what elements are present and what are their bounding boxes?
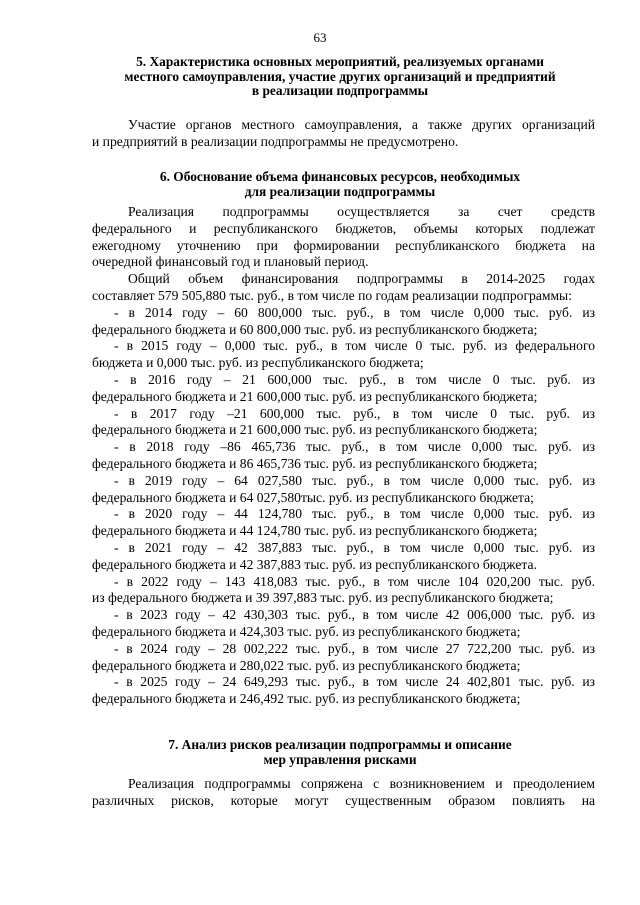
page-number: 63 <box>313 30 327 45</box>
text-line: Реализация подпрограммы осуществляется за счет средств <box>128 204 595 219</box>
list-item: - в 2014 году – 60 800,000 тыс. руб., в том числе 0,000 тыс. руб. из <box>114 304 595 320</box>
section-5-paragraph <box>92 117 595 151</box>
list-item-cont: федерального бюджета и 21 600,000 тыс. руб. из республиканского бюджета; <box>92 388 538 404</box>
section-5-title-line: в реализации подпрограммы <box>251 83 429 98</box>
list-item: - в 2018 году –86 465,736 тыс. руб., в том числе 0,000 тыс. руб. из <box>114 439 595 455</box>
text-line: Реализация подпрограммы сопряжена с возникновением и преодолением <box>128 776 595 791</box>
section-6-body <box>92 204 595 708</box>
list-item-cont: федерального бюджета и 280,022 тыс. руб. из республиканского бюджета; <box>92 657 521 673</box>
section-5-title-line: 5. Характеристика основных мероприятий, реализуемых органами <box>136 54 544 69</box>
list-item-cont: федерального бюджета и 86 465,736 тыс. руб. из республиканского бюджета; <box>92 455 538 471</box>
section-5-title <box>90 55 590 99</box>
text-line: составляет 579 505,880 тыс. руб., в том числе по годам реализации подпрограммы: <box>92 287 572 303</box>
list-item-cont: федерального бюджета и 64 027,580тыс. руб. из республиканского бюджета; <box>92 489 534 505</box>
section-7-title <box>90 738 590 767</box>
section-7-title-line: мер управления рисками <box>263 751 417 767</box>
list-item: - в 2024 году – 28 002,222 тыс. руб., в том числе 27 722,200 тыс. руб. из <box>114 640 595 656</box>
text-line: и предприятий в реализации подпрограммы не предусмотрено. <box>92 133 459 149</box>
list-item-cont: федерального бюджета и 424,303 тыс. руб. из республиканского бюджета; <box>92 623 521 639</box>
text-line: федерального и республиканского бюджетов, объемы которых подлежат <box>92 220 595 236</box>
list-item: - в 2015 году – 0,000 тыс. руб., в том числе 0 тыс. руб. из федерального <box>114 338 595 354</box>
list-item-cont: федерального бюджета и 44 124,780 тыс. руб. из республиканского бюджета; <box>92 523 538 539</box>
section-5-title-line: местного самоуправления, участие других организаций и предприятий <box>124 68 556 84</box>
list-item: - в 2025 году – 24 649,293 тыс. руб., в том числе 24 402,801 тыс. руб. из <box>114 674 595 690</box>
list-item: - в 2017 году –21 600,000 тыс. руб., в том числе 0 тыс. руб. из <box>114 405 595 421</box>
list-item-cont: федерального бюджета и 246,492 тыс. руб. из республиканского бюджета; <box>92 691 521 707</box>
text-line: Общий объем финансирования подпрограммы в 2014-2025 годах <box>128 271 595 287</box>
text-line: ежегодному уточнению при формировании республиканского бюджета на <box>92 237 595 253</box>
section-7-paragraph <box>92 776 595 810</box>
section-6-title-line: 6. Обоснование объема финансовых ресурсов, необходимых <box>159 169 521 184</box>
list-item: - в 2019 году – 64 027,580 тыс. руб., в том числе 0,000 тыс. руб. из <box>114 472 595 488</box>
text-line: очередной финансовый год и плановый период. <box>92 254 369 270</box>
text-line: Участие органов местного самоуправления, а также других организаций <box>128 117 595 132</box>
list-item-cont: федерального бюджета и 42 387,883 тыс. руб. из республиканского бюджета. <box>92 556 537 572</box>
list-item: - в 2023 году – 42 430,303 тыс. руб., в том числе 42 006,000 тыс. руб. из <box>114 607 595 623</box>
section-6-title-line: для реализации подпрограммы <box>244 183 436 199</box>
list-item: - в 2020 году – 44 124,780 тыс. руб., в том числе 0,000 тыс. руб. из <box>114 506 595 522</box>
list-item-cont: из федерального бюджета и 39 397,883 тыс. руб. из республиканского бюджета; <box>92 590 554 606</box>
section-7-title-line: 7. Анализ рисков реализации подпрограммы и описание <box>168 737 512 752</box>
list-item: - в 2021 году – 42 387,883 тыс. руб., в том числе 0,000 тыс. руб. из <box>114 539 595 555</box>
list-item-cont: федерального бюджета и 60 800,000 тыс. руб. из республиканского бюджета; <box>92 321 538 337</box>
text-line: различных рисков, которые могут существенным образом повлиять на <box>92 792 595 808</box>
list-item-cont: федерального бюджета и 21 600,000 тыс. руб. из республиканского бюджета; <box>92 422 538 438</box>
list-item: - в 2016 году – 21 600,000 тыс. руб., в том числе 0 тыс. руб. из <box>114 371 595 387</box>
list-item: - в 2022 году – 143 418,083 тыс. руб., в том числе 104 020,200 тыс. руб. <box>114 573 595 589</box>
list-item-cont: бюджета и 0,000 тыс. руб. из республиканского бюджета; <box>92 355 424 371</box>
section-6-title <box>90 170 590 199</box>
